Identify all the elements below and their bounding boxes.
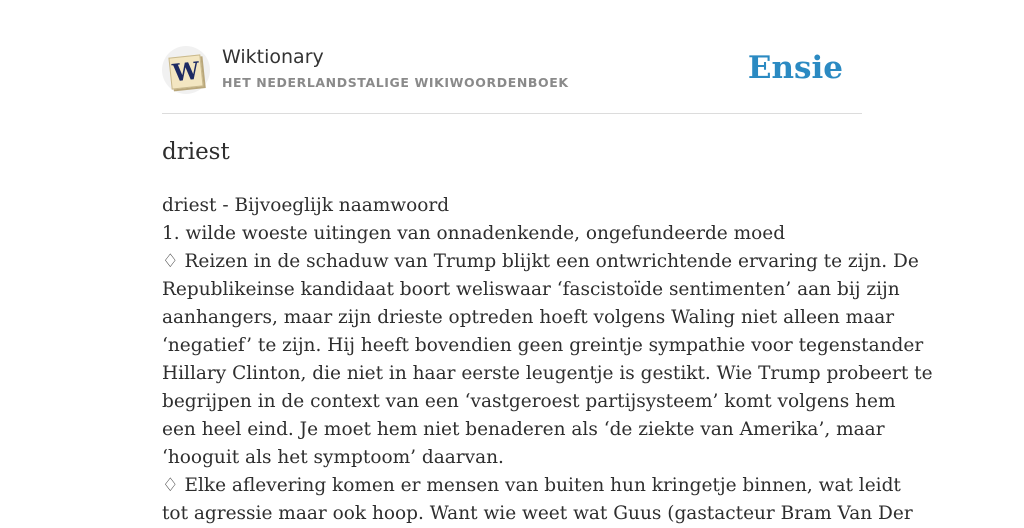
entry-line: driest - Bijvoeglijk naamwoord [162,195,450,216]
entry-line: ♢ Elke aflevering komen er mensen van buiten hun kringetje binnen, wat leidt [162,475,901,496]
wiktionary-logo-icon[interactable] [162,46,210,94]
site-name[interactable]: Wiktionary [222,46,324,68]
entry-body [162,192,933,528]
site-tagline: HET NEDERLANDSTALIGE WIKIWOORDENBOEK [222,75,569,90]
site-header [162,44,862,114]
entry-line: begrijpen in de context van een ‘vastgeroest partijsysteem’ komt volgens hem [162,391,896,412]
entry-line: ♢ Reizen in de schaduw van Trump blijkt een ontwrichtende ervaring te zijn. De [162,251,919,272]
entry-line: Republikeinse kandidaat boort weliswaar ‘fascistoïde sentimenten’ aan bij zijn [162,279,900,300]
entry-line: tot agressie maar ook hoop. Want wie weet wat Guus (gastacteur Bram Van Der [162,503,913,524]
entry-line: ‘hooguit als het symptoom’ daarvan. [162,447,504,468]
entry-line: 1. wilde woeste uitingen van onnadenkende, ongefundeerde moed [162,223,786,244]
entry-line: ‘negatief’ te zijn. Hij heeft bovendien geen greintje sympathie voor tegenstander [162,335,924,356]
logo-letter: W [171,55,201,88]
ensie-logo[interactable]: Ensie [747,50,843,86]
logo-tile [168,54,203,89]
entry-line: een heel eind. Je moet hem niet benaderen als ‘de ziekte van Amerika’, maar [162,419,885,440]
entry-line: Hillary Clinton, die niet in haar eerste leugentje is gestikt. Wie Trump probeert te [162,363,933,384]
entry-content [162,136,933,528]
page-title: driest [162,139,230,165]
entry-line: aanhangers, maar zijn drieste optreden hoeft volgens Waling niet alleen maar [162,307,895,328]
